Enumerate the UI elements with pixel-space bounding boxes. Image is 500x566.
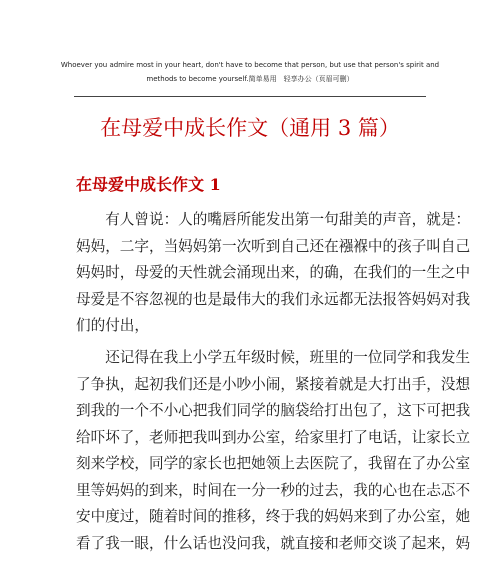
paragraph-line: 还记得在我上小学五年级时候，班里的一位同学和我发生 bbox=[76, 349, 471, 366]
paragraph-line: 妈妈，二字，当妈妈第一次听到自己还在襁褓中的孩子叫自己 bbox=[76, 237, 471, 255]
paragraph-line: 妈妈时，母爱的天性就会涌现出来，的确，在我们的一生之中 bbox=[76, 264, 471, 281]
paragraph-2 bbox=[76, 345, 471, 557]
page-header bbox=[60, 58, 440, 86]
paragraph-line: 母爱是不容忽视的也是最伟大的我们永远都无法报答妈妈对我 bbox=[76, 290, 471, 308]
paragraph-line: 到我的一个不小心把我们同学的脑袋给打出包了，这下可把我 bbox=[76, 402, 471, 419]
paragraph-line: 有人曾说：人的嘴唇所能发出第一句甜美的声音，就是： bbox=[76, 211, 471, 228]
section-heading: 在母爱中成长作文 1 bbox=[76, 175, 221, 194]
paragraph-line: 里等妈妈的到来，时间在一分一秒的过去，我的心也在忐忑不 bbox=[76, 481, 471, 499]
paragraph-line: 了争执，起初我们还是小吵小闹，紧接着就是大打出手，没想 bbox=[76, 375, 471, 393]
header-quote-line-1: Whoever you admire most in your heart, don't have to become that person, but use that person's spirit and bbox=[60, 61, 440, 69]
header-quote-line-2: methods to become yourself.简单易用 轻享办公（页眉可删） bbox=[146, 75, 354, 83]
paragraph-1 bbox=[76, 207, 471, 340]
paragraph-line: 刻来学校，同学的家长也把她领上去医院了，我留在了办公室 bbox=[76, 455, 471, 472]
paragraph-line: 们的付出， bbox=[76, 317, 149, 334]
header-divider bbox=[74, 96, 426, 97]
paragraph-line: 看了我一眼，什么话也没问我，就直接和老师交谈了起来，妈 bbox=[76, 534, 471, 552]
document-title: 在母爱中成长作文（通用 3 篇） bbox=[100, 116, 400, 140]
paragraph-line: 安中度过，随着时间的推移，终于我的妈妈来到了办公室，她 bbox=[76, 508, 471, 525]
paragraph-line: 给吓坏了，老师把我叫到办公室，给家里打了电话，让家长立 bbox=[76, 428, 471, 446]
